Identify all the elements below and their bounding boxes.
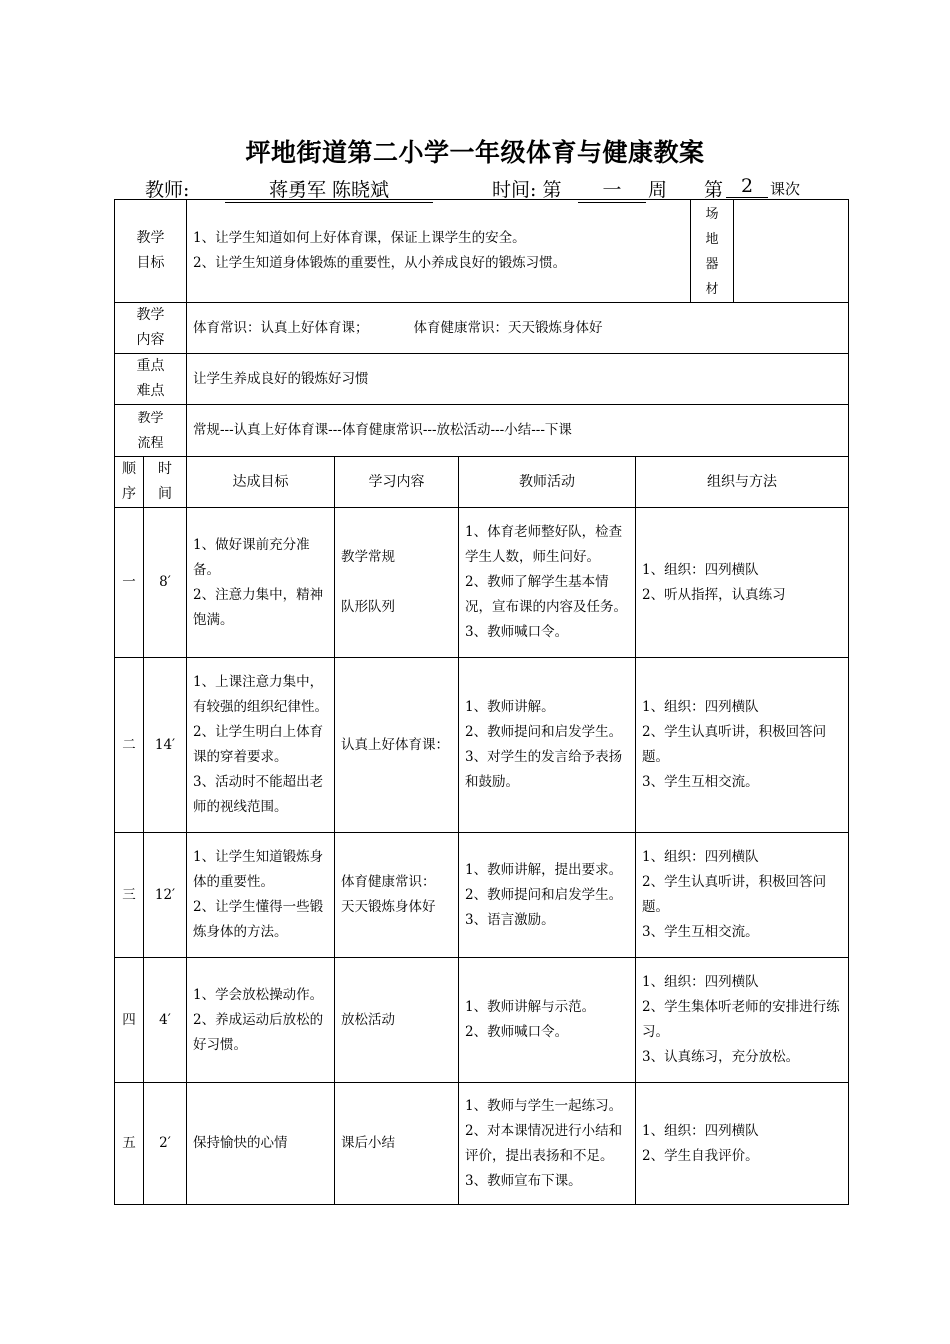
page-title: 坪地街道第二小学一年级体育与健康教案 (245, 138, 705, 167)
goal-value: 1、让学生知道如何上好体育课，保证上课学生的安全。 2、让学生知道身体锻炼的重要性，从小养成良好的锻炼习惯。 (187, 200, 691, 303)
row-content: 认真上好体育课： (335, 658, 459, 833)
content-row (115, 303, 849, 354)
goal-label: 教学目标 (115, 200, 187, 303)
col-content: 学习内容 (335, 457, 459, 508)
row-time: 14′ (144, 658, 187, 833)
row-time: 8′ (144, 508, 187, 658)
column-header-row (115, 457, 849, 508)
row-content: 教学常规 队形队列 (335, 508, 459, 658)
row-teacher: 1、教师讲解与示范。 2、教师喊口令。 (459, 958, 636, 1083)
lesson-plan-table (114, 199, 849, 1205)
table-row (115, 658, 849, 833)
teacher-label: 教师: (145, 179, 190, 201)
lesson-unit: 课次 (770, 180, 801, 198)
row-teacher: 1、教师讲解，提出要求。 2、教师提问和启发学生。 3、语言激励。 (459, 833, 636, 958)
row-goal: 1、让学生知道锻炼身体的重要性。 2、让学生懂得一些锻炼身体的方法。 (187, 833, 335, 958)
row-goal: 1、做好课前充分准备。 2、注意力集中，精神饱满。 (187, 508, 335, 658)
row-method: 1、组织：四列横队 2、学生集体听老师的安排进行练习。 3、认真练习，充分放松。 (636, 958, 849, 1083)
teacher-name: 蒋勇军 陈晓斌 (225, 175, 433, 203)
table-row (115, 508, 849, 658)
row-time: 12′ (144, 833, 187, 958)
content-value: 体育常识：认真上好体育课； 体育健康常识：天天锻炼身体好 (187, 303, 849, 354)
week-unit: 周 (648, 179, 668, 201)
row-goal: 1、上课注意力集中，有较强的组织纪律性。 2、让学生明白上体育课的穿着要求。 3、活动时不能超出老师的视线范围。 (187, 658, 335, 833)
row-content: 课后小结 (335, 1083, 459, 1205)
row-goal: 1、学会放松操动作。 2、养成运动后放松的好习惯。 (187, 958, 335, 1083)
row-time: 2′ (144, 1083, 187, 1205)
row-method: 1、组织：四列横队 2、学生自我评价。 (636, 1083, 849, 1205)
row-order: 一 (115, 508, 144, 658)
row-method: 1、组织：四列横队 2、听从指挥，认真练习 (636, 508, 849, 658)
row-method: 1、组织：四列横队 2、学生认真听讲，积极回答问题。 3、学生互相交流。 (636, 658, 849, 833)
table-row (115, 1083, 849, 1205)
venue-label: 场 地 器 材 (691, 200, 734, 303)
week-value: 一 (578, 175, 646, 203)
table-row (115, 958, 849, 1083)
row-content: 体育健康常识： 天天锻炼身体好 (335, 833, 459, 958)
row-order: 四 (115, 958, 144, 1083)
row-teacher: 1、体育老师整好队，检查学生人数，师生问好。 2、教师了解学生基本情况，宣布课的内容及任务。 3、教师喊口令。 (459, 508, 636, 658)
focus-label: 重点难点 (115, 354, 187, 405)
col-order: 顺序 (115, 457, 144, 508)
row-order: 二 (115, 658, 144, 833)
row-teacher: 1、教师与学生一起练习。 2、对本课情况进行小结和评价，提出表扬和不足。 3、教师宣布下课。 (459, 1083, 636, 1205)
col-teacher: 教师活动 (459, 457, 636, 508)
flow-label: 教学流程 (115, 405, 187, 457)
time-label: 时间: 第 (492, 179, 562, 201)
venue-value (734, 200, 849, 303)
col-method: 组织与方法 (636, 457, 849, 508)
row-time: 4′ (144, 958, 187, 1083)
flow-row (115, 405, 849, 457)
col-time: 时间 (144, 457, 187, 508)
row-order: 五 (115, 1083, 144, 1205)
col-goal: 达成目标 (187, 457, 335, 508)
focus-row (115, 354, 849, 405)
row-method: 1、组织：四列横队 2、学生认真听讲，积极回答问题。 3、学生互相交流。 (636, 833, 849, 958)
lesson-info-line (140, 175, 860, 201)
lesson-prefix: 第 (704, 179, 724, 201)
lesson-value: 2 (726, 175, 768, 198)
focus-value: 让学生养成良好的锻炼好习惯 (187, 354, 849, 405)
goal-row (115, 200, 849, 303)
row-order: 三 (115, 833, 144, 958)
row-goal: 保持愉快的心情 (187, 1083, 335, 1205)
flow-value: 常规---认真上好体育课---体育健康常识---放松活动---小结---下课 (187, 405, 849, 457)
row-content: 放松活动 (335, 958, 459, 1083)
row-teacher: 1、教师讲解。 2、教师提问和启发学生。 3、对学生的发言给予表扬和鼓励。 (459, 658, 636, 833)
table-row (115, 833, 849, 958)
content-label: 教学内容 (115, 303, 187, 354)
